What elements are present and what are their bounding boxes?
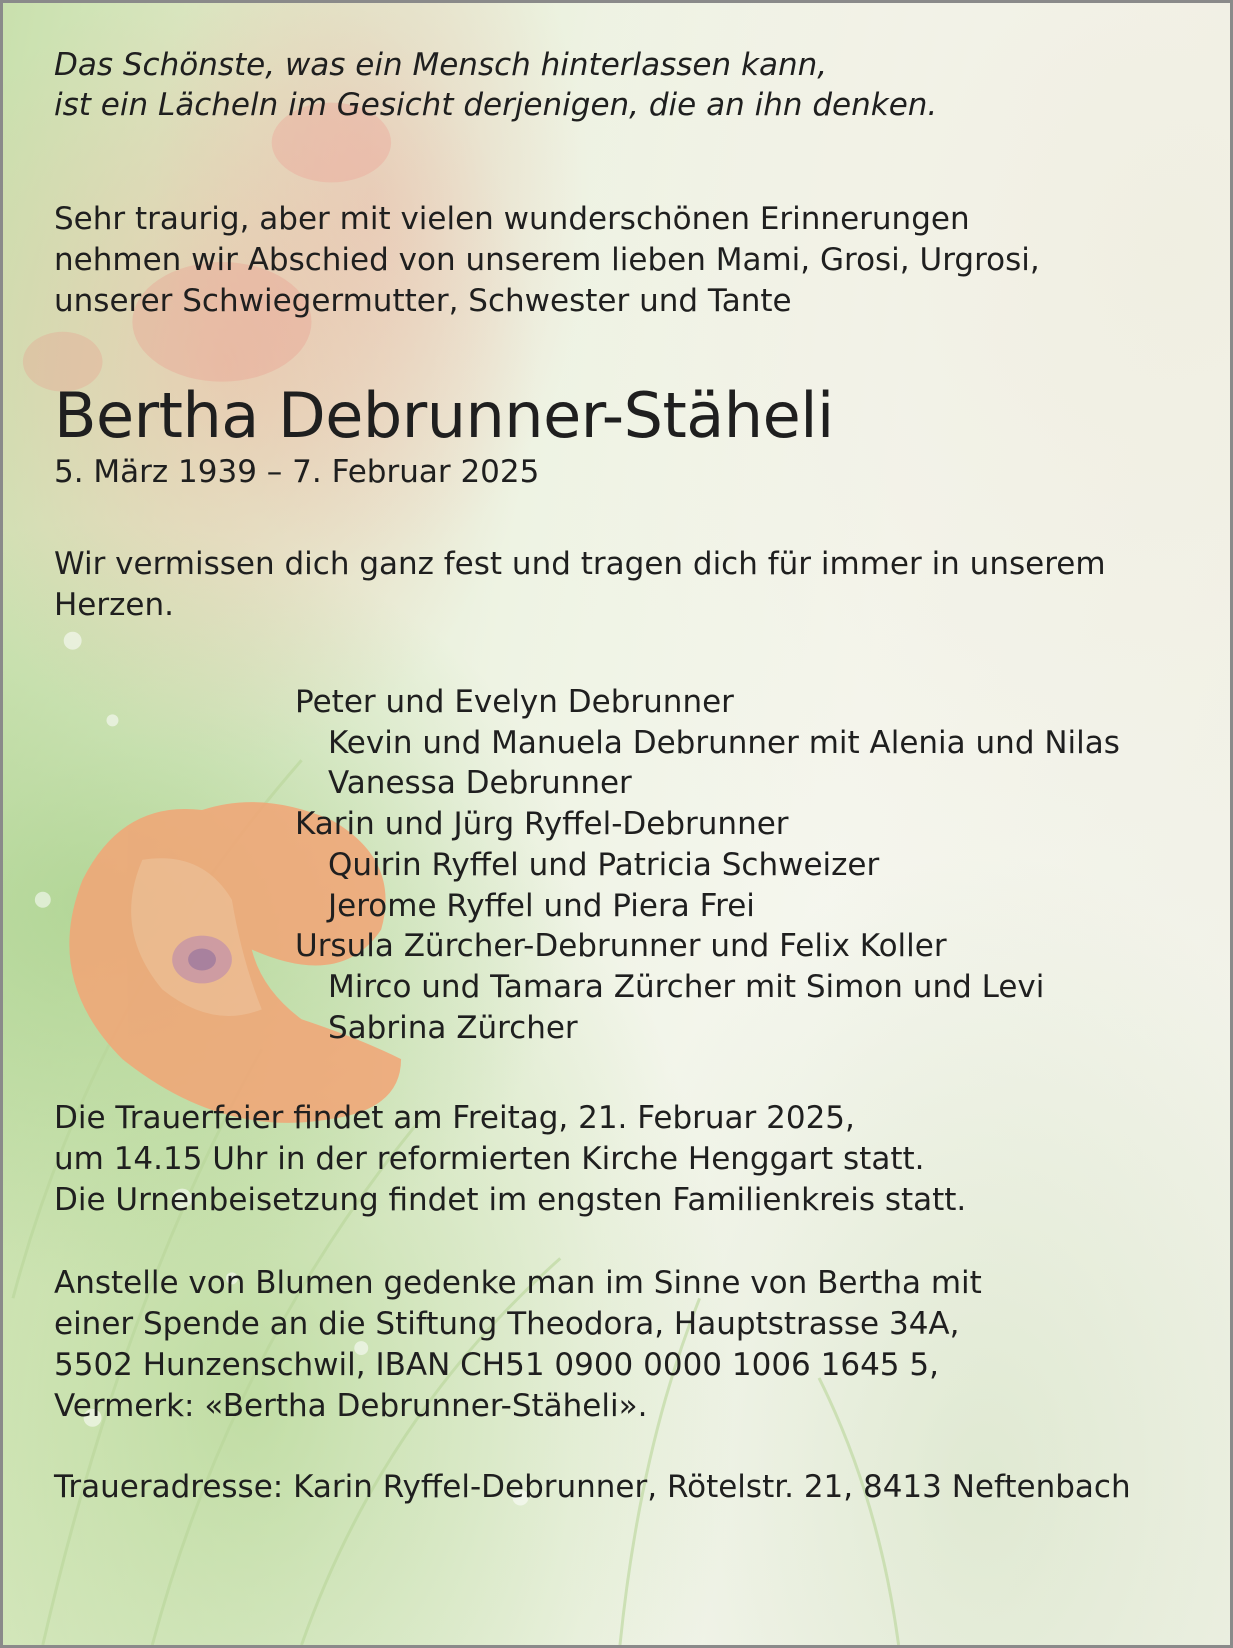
- address-line: Traueradresse: Karin Ryffel-Debrunner, Rötelstr. 21, 8413 Neftenbach: [54, 1469, 1131, 1506]
- memorial-quote: [54, 45, 1214, 125]
- obituary-content: [54, 45, 1214, 1508]
- donation-paragraph: [54, 1263, 1214, 1427]
- donation-line: Anstelle von Blumen gedenke man im Sinne von Bertha mit: [54, 1265, 982, 1302]
- life-dates: 5. März 1939 – 7. Februar 2025: [54, 454, 540, 490]
- intro-line: Sehr traurig, aber mit vielen wunderschönen Erinnerungen: [54, 201, 970, 237]
- ceremony-paragraph: [54, 1098, 1214, 1221]
- donation-line: einer Spende an die Stiftung Theodora, Hauptstrasse 34A,: [54, 1306, 960, 1343]
- mourning-address: [54, 1467, 1214, 1508]
- family-member: Vanessa Debrunner: [328, 765, 632, 802]
- donation-line: Vermerk: «Bertha Debrunner-Stäheli».: [54, 1388, 648, 1425]
- message-line: Wir vermissen dich ganz fest und tragen dich für immer in unserem: [54, 546, 1106, 582]
- message-line: Herzen.: [54, 587, 174, 623]
- deceased-name: Bertha Debrunner-Stäheli: [54, 379, 834, 452]
- ceremony-line: um 14.15 Uhr in der reformierten Kirche Henggart statt.: [54, 1141, 925, 1178]
- ceremony-line: Die Urnenbeisetzung findet im engsten Familienkreis statt.: [54, 1182, 967, 1219]
- intro-line: nehmen wir Abschied von unserem lieben Mami, Grosi, Urgrosi,: [54, 242, 1040, 278]
- family-member: Karin und Jürg Ryffel-Debrunner: [295, 806, 789, 843]
- ceremony-line: Die Trauerfeier findet am Freitag, 21. Februar 2025,: [54, 1100, 855, 1137]
- family-member: Peter und Evelyn Debrunner: [295, 684, 734, 720]
- intro-paragraph: [54, 199, 1214, 322]
- quote-line: Das Schönste, was ein Mensch hinterlassen kann,: [54, 47, 828, 83]
- family-member: Mirco und Tamara Zürcher mit Simon und Levi: [328, 968, 1045, 1005]
- family-member: Sabrina Zürcher: [328, 1009, 578, 1046]
- message-paragraph: [54, 544, 1214, 626]
- family-member: Quirin Ryffel und Patricia Schweizer: [328, 846, 880, 883]
- donation-line: 5502 Hunzenschwil, IBAN CH51 0900 0000 1006 1645 5,: [54, 1347, 939, 1384]
- intro-line: unserer Schwiegermutter, Schwester und Tante: [54, 283, 792, 319]
- quote-line: ist ein Lächeln im Gesicht derjenigen, die an ihn denken.: [54, 87, 938, 123]
- family-list: [295, 682, 1214, 1048]
- family-member: Kevin und Manuela Debrunner mit Alenia und Nilas: [328, 724, 1120, 761]
- family-member: Ursula Zürcher-Debrunner und Felix Koller: [295, 928, 947, 965]
- family-member: Jerome Ryffel und Piera Frei: [328, 887, 755, 924]
